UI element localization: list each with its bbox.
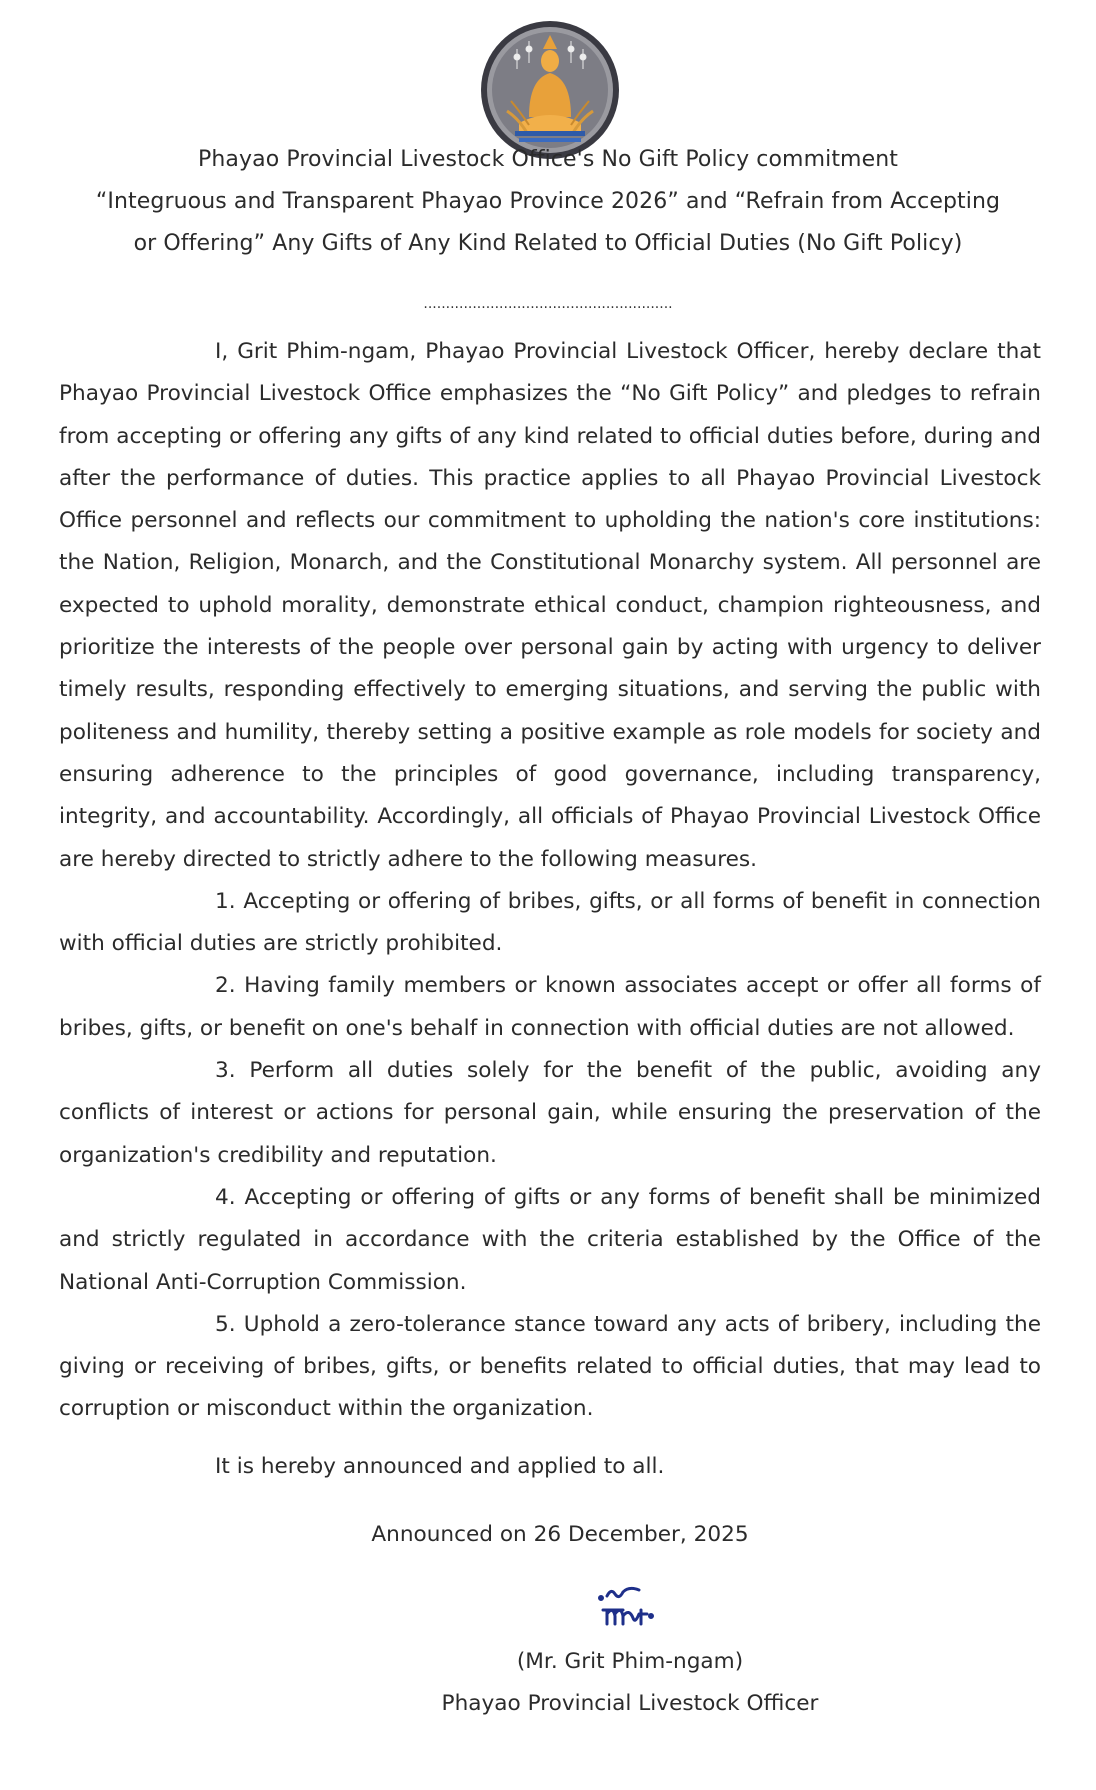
measure-item: 1. Accepting or offering of bribes, gifts, or all forms of benefit in connection with official duties are strictly prohibited.: [59, 888, 1041, 957]
signer-title: Phayao Provincial Livestock Officer: [441, 1691, 819, 1716]
document-body: [59, 331, 1041, 1431]
measure-item: 5. Uphold a zero-tolerance stance toward any acts of bribery, including the giving or receiving of bribes, gifts, or benefits related to official duties, that may lead to corruption or misconduct within the organization.: [59, 1311, 1041, 1422]
signer-name: (Mr. Grit Phim-ngam): [516, 1649, 744, 1674]
title-separator: ........................................................: [423, 296, 673, 312]
closing-statement: It is hereby announced and applied to all.: [215, 1454, 665, 1479]
measure-item: 2. Having family members or known associates accept or offer all forms of bribes, gifts, or benefit on one's behalf in connection with official duties are not allowed.: [59, 973, 1041, 1041]
title-line-3: or Offering” Any Gifts of Any Kind Related to Official Duties (No Gift Policy): [133, 231, 963, 256]
title-line-1: Phayao Provincial Livestock Office's No Gift Policy commitment: [198, 147, 898, 172]
intro-paragraph: I, Grit Phim-ngam, Phayao Provincial Livestock Officer, hereby declare that Phayao Provincial Livestock Office emphasizes the “No Gift Policy” and pledges to refrain from accepting or offering any gifts of any kind related to official duties before, during and after the performance of duties. This practice applies to all Phayao Provincial Livestock Office personnel and reflects our commitment to upholding the nation's core institutions: the Nation, Religion, Monarch, and the Constitutional Monarchy system. All personnel are expected to uphold morality, demonstrate ethical conduct, champion righteousness, and prioritize the interests of the people over personal gain by acting with urgency to deliver timely results, responding effectively to emerging situations, and serving the public with politeness and humility, thereby setting a positive example as role models for society and ensuring adherence to the principles of good governance, including transparency, integrity, and accountability. Accordingly, all officials of Phayao Provincial Livestock Office are hereby directed to strictly adhere to the following measures.: [59, 339, 1041, 872]
handwritten-signature-icon: [595, 1584, 675, 1634]
measure-item: 3. Perform all duties solely for the benefit of the public, avoiding any conflicts of interest or actions for personal gain, while ensuring the preservation of the organization's credibility and reputation.: [59, 1058, 1041, 1168]
measure-item: 4. Accepting or offering of gifts or any forms of benefit shall be minimized and strictly regulated in accordance with the criteria established by the Office of the National Anti-Corruption Commission.: [59, 1184, 1041, 1295]
title-line-2: “Integruous and Transparent Phayao Province 2026” and “Refrain from Accepting: [95, 189, 1001, 214]
announcement-date: Announced on 26 December, 2025: [371, 1522, 749, 1547]
document-title: [60, 139, 1036, 265]
